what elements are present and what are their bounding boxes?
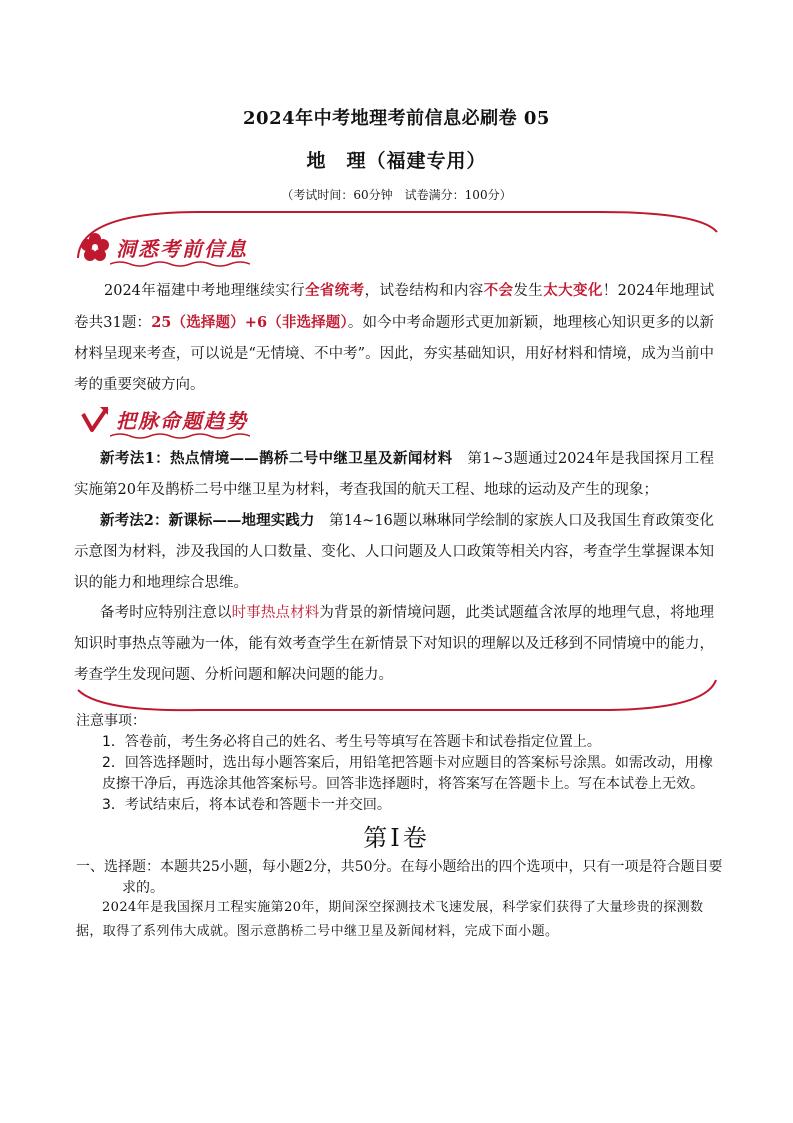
page-subtitle: 地 理（福建专用） <box>306 150 487 172</box>
trend-arrow-icon <box>80 404 110 434</box>
highlight-unified: 全省统考 <box>305 282 365 299</box>
note-item: 1．答卷前，考生务必将自己的姓名、考生号等填写在答题卡和试卷指定位置上。 <box>102 734 601 750</box>
question-stem: 2024年是我国探月工程实施第20年，期间深空探测技术飞速发展，科学家们获得了大量珍贵的探测数据，取得了系列伟大成就。图示意鹊桥二号中继卫星及新闻材料，完成下面小题。 <box>76 900 704 939</box>
notes-title: 注意事项： <box>76 713 146 729</box>
heading-text: 洞悉考前信息 <box>116 236 248 261</box>
question-intro: 一、选择题：本题共25小题，每小题2分，共50分。在每小题给出的四个选项中，只有一项是符合题目要求的。 <box>76 859 723 896</box>
notes <box>76 711 726 816</box>
section-heading-1 <box>80 232 248 262</box>
flower-icon <box>80 232 110 262</box>
section-heading-2 <box>80 404 248 434</box>
heading-underline <box>110 432 250 440</box>
note-item: 3．考试结束后，将本试卷和答题卡一并交回。 <box>102 797 391 813</box>
trend-1: 新考法1：热点情境——鹊桥二号中继卫星及新闻材料 第1~3题通过2024年是我国探月工程实施第20年及鹊桥二号中继卫星为材料，考查我国的航天工程、地球的运动及产生的现象； <box>74 450 714 498</box>
highlight-change: 太大变化 <box>543 282 603 299</box>
trend-2: 新考法2：新课标——地理实践力 第14~16题以琳琳同学绘制的家族人口及我国生育政策变化示意图为材料，涉及我国的人口数量、变化、人口问题及人口政策等相关内容，考查学生掌握课本知识的能力和地理综合思维。 <box>74 512 714 591</box>
exam-meta: （考试时间：60分钟 试卷满分：100分） <box>281 188 512 202</box>
section1-paragraph: 2024年福建中考地理继续实行全省统考，试卷结构和内容不会发生太大变化！2024年地理试卷共31题：25（选择题）+6（非选择题）。如今中考命题形式更加新颖，地理核心知识更多的以新材料呈现来考查，可以说是“无情境、不中考”。因此，夯实基础知识，用好材料和情境，成为当前中考的重要突破方向。 <box>74 282 715 393</box>
note-item: 2．回答选择题时，选出每小题答案后，用铅笔把答题卡对应题目的答案标号涂黑。如需改动，用橡皮擦干净后，再选涂其他答案标号。回答非选择题时，将答案写在答题卡上。写在本试卷上无效。 <box>102 755 713 792</box>
highlight-not: 不会 <box>483 282 514 299</box>
volume-title: 第Ⅰ卷 <box>363 824 430 852</box>
trend-3: 备考时应特别注意以时事热点材料为背景的新情境问题，此类试题蕴含浓厚的地理气息，将地理知识时事热点等融为一体，能有效考查学生在新情景下对知识的理解以及迁移到不同情境中的能力，考查学生发现问题、分析问题和解决问题的能力。 <box>74 605 715 683</box>
heading-underline <box>110 260 250 268</box>
page-title: 2024年中考地理考前信息必刷卷 05 <box>243 108 550 129</box>
highlight-structure: 25（选择题）+6（非选择题） <box>151 314 348 331</box>
heading-text: 把脉命题趋势 <box>116 408 248 433</box>
